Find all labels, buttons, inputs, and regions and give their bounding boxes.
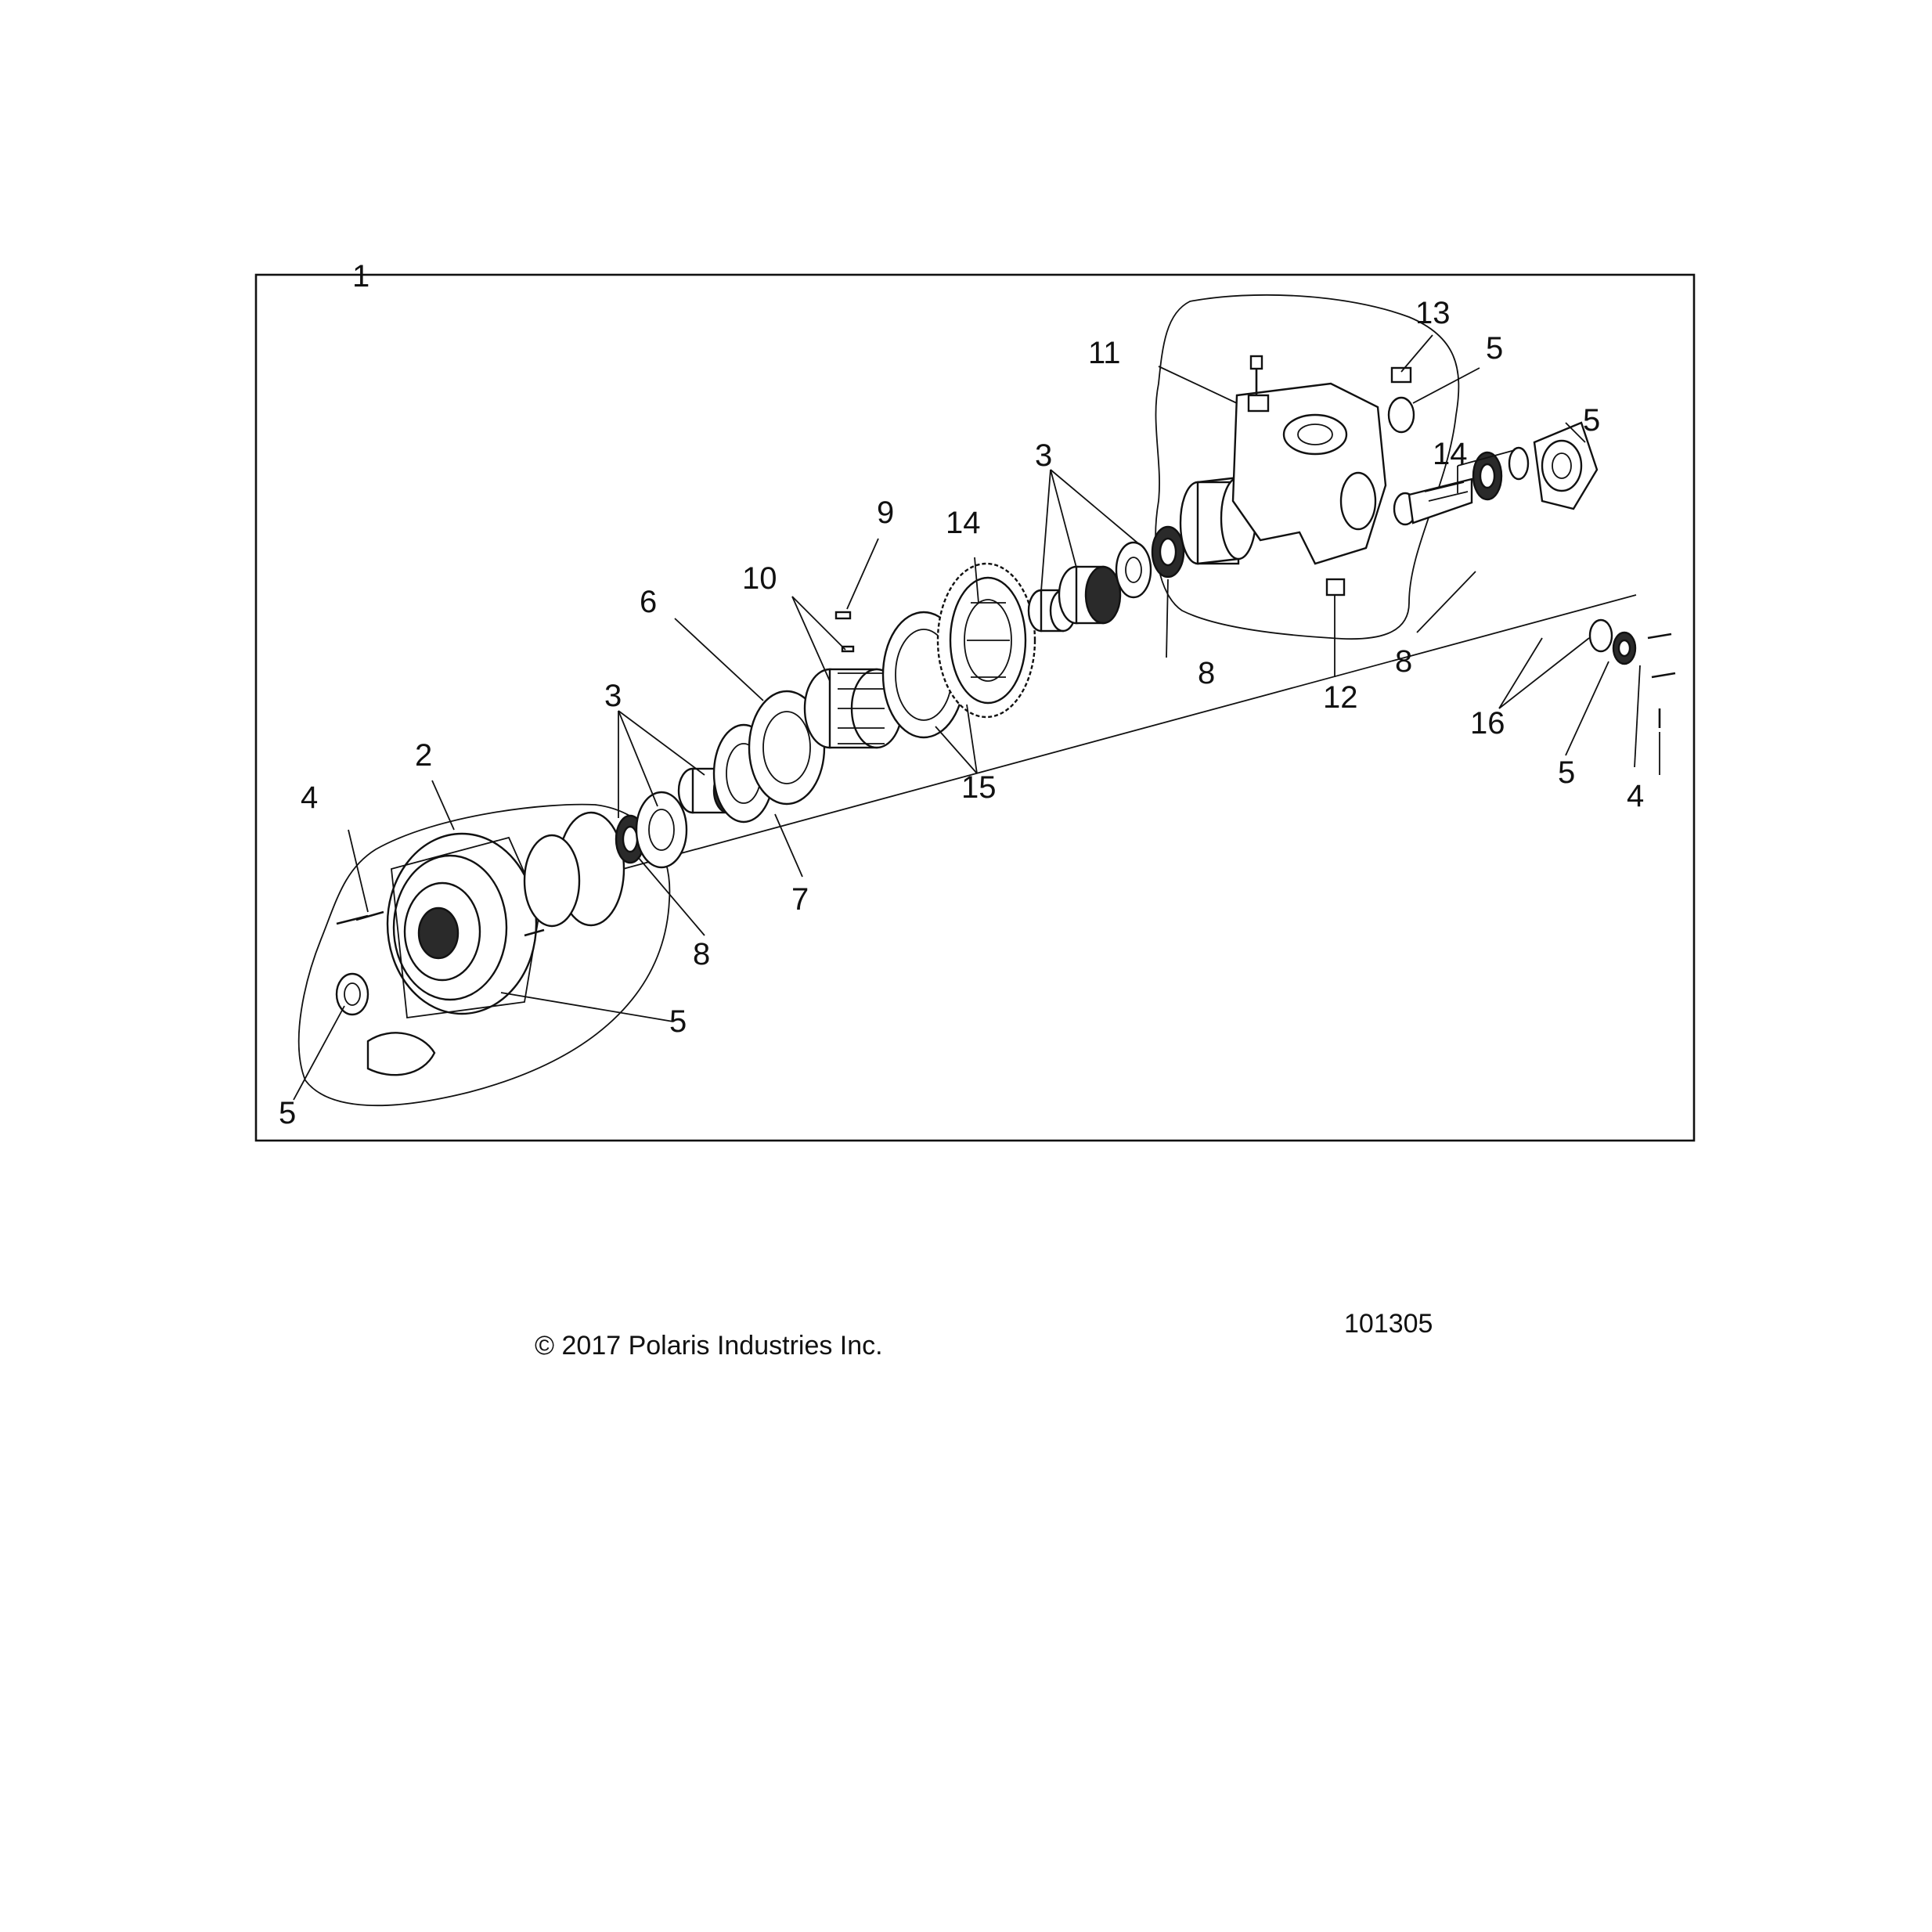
callout-10: 10	[742, 561, 777, 596]
callout-3-center: 3	[1035, 438, 1053, 473]
callout-15: 15	[961, 770, 997, 805]
callout-3-left: 3	[604, 679, 622, 713]
plug-part-12	[1327, 579, 1344, 595]
pin-part-9	[836, 612, 850, 618]
pinion-shaft	[1394, 479, 1472, 524]
oring-part-14	[1509, 448, 1528, 479]
callout-5-housing: 5	[669, 1004, 687, 1039]
callout-16: 16	[1470, 706, 1505, 741]
drawing-number: 101305	[1344, 1309, 1433, 1339]
bearing-right-bore	[1480, 464, 1494, 488]
callout-12: 12	[1323, 680, 1358, 715]
washer-part-16	[1590, 620, 1612, 651]
thrust-washer-left	[636, 792, 687, 867]
callout-14-center: 14	[946, 506, 981, 540]
shim-ring	[524, 835, 579, 926]
callout-9: 9	[877, 496, 895, 530]
callout-1: 1	[352, 259, 370, 294]
callout-7: 7	[791, 882, 809, 917]
seal-part-5-right-bore	[1619, 640, 1630, 656]
copyright-notice: © 2017 Polaris Industries Inc.	[535, 1331, 883, 1361]
callout-5-flange: 5	[1583, 403, 1601, 438]
callout-6: 6	[640, 585, 658, 619]
bearing-center-bore	[1160, 539, 1176, 565]
callout-4-right: 4	[1627, 779, 1645, 813]
callout-8-left: 8	[693, 937, 711, 971]
spacer-group-part-3	[1029, 542, 1151, 631]
callout-14-right: 14	[1433, 437, 1468, 471]
callout-8-right: 8	[1395, 644, 1413, 679]
callout-13: 13	[1415, 296, 1451, 330]
callout-5-bottom-left: 5	[279, 1096, 297, 1130]
callout-4-left: 4	[301, 780, 319, 815]
bearing-left-inner	[623, 827, 637, 852]
callout-5-top: 5	[1486, 331, 1504, 366]
callout-2: 2	[415, 738, 433, 773]
callout-5-right: 5	[1558, 755, 1576, 790]
right-housing-part-11	[1233, 356, 1386, 564]
callout-11: 11	[1088, 336, 1121, 370]
ring-gear-part-14	[938, 564, 1035, 717]
callout-8-center: 8	[1198, 656, 1216, 690]
right-bolts-part-4	[1648, 634, 1675, 728]
seal-part-5-top	[1389, 398, 1414, 432]
left-housing-part-2	[337, 834, 540, 1075]
plug-part-13	[1392, 368, 1411, 382]
